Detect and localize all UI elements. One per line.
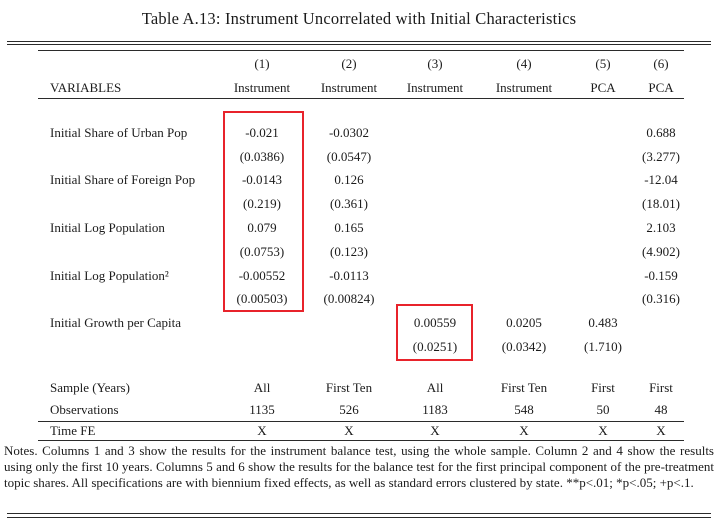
row-label xyxy=(38,145,216,169)
results-table xyxy=(38,50,684,441)
header-cell-col3: (3) xyxy=(427,56,443,72)
se-row-log-pop-sq xyxy=(38,288,684,312)
row-label: Initial Share of Foreign Pop xyxy=(50,172,196,188)
cell: X xyxy=(344,423,354,439)
cell xyxy=(480,216,568,240)
cell: (0.0753) xyxy=(239,243,285,259)
cell: 1135 xyxy=(249,402,275,418)
row-label: Observations xyxy=(50,402,119,418)
header-cell-col4: (4) xyxy=(516,56,532,72)
cell xyxy=(390,145,480,169)
cell xyxy=(480,288,568,312)
row-label: Time FE xyxy=(50,423,96,439)
coef-row-log-pop-sq xyxy=(38,264,684,288)
col6-label: PCA xyxy=(648,79,674,95)
cell: -12.04 xyxy=(644,172,678,188)
cell xyxy=(390,192,480,216)
header-labels-row xyxy=(38,78,684,99)
cell: (0.0386) xyxy=(239,148,285,164)
row-label: Sample (Years) xyxy=(50,379,130,395)
cell: First Ten xyxy=(325,379,373,395)
cell xyxy=(568,264,638,288)
cell xyxy=(480,192,568,216)
cell: All xyxy=(426,379,444,395)
header-numbers-row xyxy=(38,51,684,78)
cell xyxy=(568,169,638,193)
cell: -0.00552 xyxy=(238,267,286,283)
cell: (4.902) xyxy=(642,243,680,259)
cell: X xyxy=(257,423,267,439)
se-row-urban-pop xyxy=(38,145,684,169)
cell: -0.0302 xyxy=(328,124,370,140)
col4-label: Instrument xyxy=(495,79,553,95)
cell: (0.0251) xyxy=(412,339,458,355)
cell xyxy=(390,240,480,264)
cell: X xyxy=(430,423,440,439)
cell xyxy=(568,240,638,264)
top-double-rule xyxy=(7,41,711,46)
cell: 526 xyxy=(339,402,359,418)
cell xyxy=(480,121,568,145)
cell: 2.103 xyxy=(646,220,676,236)
sample-years-row xyxy=(38,376,684,400)
col5-label: PCA xyxy=(590,79,616,95)
highlight-box-column1-coefficients xyxy=(223,111,304,312)
variables-header: VARIABLES xyxy=(50,79,122,95)
cell: -0.021 xyxy=(245,124,279,140)
cell: First xyxy=(591,379,615,395)
cell: (0.0342) xyxy=(501,339,547,355)
cell xyxy=(480,145,568,169)
cell xyxy=(216,311,308,335)
cell: (0.316) xyxy=(642,291,680,307)
cell xyxy=(308,335,390,359)
header-cell xyxy=(38,51,216,78)
row-label: Initial Growth per Capita xyxy=(50,315,182,331)
cell: (0.0547) xyxy=(326,148,372,164)
coef-row-log-pop xyxy=(38,216,684,240)
cell: -0.159 xyxy=(644,267,678,283)
cell: (0.00503) xyxy=(236,291,288,307)
coef-row-growth xyxy=(38,311,684,335)
cell: 0.079 xyxy=(247,220,277,236)
cell xyxy=(638,311,684,335)
table-notes: Notes. Columns 1 and 3 show the results for the instrument balance test, using the whole sample. Column 2 and 4 show the results using only the first 10 years. Columns 5 and 6 show the results for the balance test for the first principal component of the pre-treatment topic shares. All specifications are with biennium fixed effects, as well as standard errors clustered by state. **p<.01; *p<.05; +p<.1. xyxy=(4,443,714,491)
coef-row-urban-pop xyxy=(38,121,684,145)
cell: (0.219) xyxy=(243,196,281,212)
cell: 0.126 xyxy=(334,172,364,188)
col2-label: Instrument xyxy=(320,79,378,95)
cell: First Ten xyxy=(500,379,548,395)
row-label xyxy=(38,240,216,264)
cell xyxy=(568,216,638,240)
cell: (0.361) xyxy=(330,196,368,212)
col1-label: Instrument xyxy=(233,79,291,95)
cell: 548 xyxy=(514,402,534,418)
cell xyxy=(568,192,638,216)
header-cell-col6: (6) xyxy=(653,56,669,72)
cell: 0.483 xyxy=(588,315,618,331)
header-cell-col2: (2) xyxy=(341,56,357,72)
header-cell-col5: (5) xyxy=(595,56,611,72)
cell: -0.0113 xyxy=(329,267,369,283)
cell xyxy=(308,311,390,335)
header-cell-col1: (1) xyxy=(254,56,270,72)
observations-row xyxy=(38,400,684,422)
cell: -0.0143 xyxy=(241,172,283,188)
cell: 1183 xyxy=(422,402,448,418)
cell: 0.0205 xyxy=(506,315,542,331)
se-row-log-pop xyxy=(38,240,684,264)
row-label: Initial Log Population² xyxy=(50,267,169,283)
time-fe-row xyxy=(38,421,684,441)
cell: X xyxy=(656,423,666,439)
cell xyxy=(390,121,480,145)
cell xyxy=(480,240,568,264)
cell: (18.01) xyxy=(642,196,680,212)
cell: 48 xyxy=(654,402,668,418)
cell xyxy=(216,335,308,359)
cell: 0.165 xyxy=(334,220,364,236)
col3-label: Instrument xyxy=(406,79,464,95)
cell xyxy=(390,169,480,193)
cell: First xyxy=(649,379,673,395)
cell: 0.00559 xyxy=(413,315,457,331)
cell: 50 xyxy=(596,402,610,418)
spacer-row xyxy=(38,359,684,376)
cell xyxy=(568,121,638,145)
cell xyxy=(568,288,638,312)
cell: X xyxy=(519,423,529,439)
row-label: Initial Share of Urban Pop xyxy=(50,124,188,140)
cell: 0.688 xyxy=(646,124,676,140)
cell xyxy=(480,264,568,288)
highlight-box-growth-coefficient xyxy=(396,304,473,361)
cell xyxy=(480,169,568,193)
cell xyxy=(638,335,684,359)
row-label xyxy=(38,192,216,216)
row-label xyxy=(38,288,216,312)
cell: (3.277) xyxy=(642,148,680,164)
coef-row-foreign-pop xyxy=(38,169,684,193)
spacer-row xyxy=(38,98,684,121)
cell: X xyxy=(598,423,608,439)
row-label xyxy=(38,335,216,359)
cell: (1.710) xyxy=(584,339,622,355)
cell xyxy=(390,216,480,240)
cell: All xyxy=(253,379,271,395)
cell xyxy=(390,264,480,288)
row-label: Initial Log Population xyxy=(50,220,165,236)
table-title: Table A.13: Instrument Uncorrelated with Initial Characteristics xyxy=(141,9,577,28)
cell xyxy=(568,145,638,169)
cell: (0.00824) xyxy=(323,291,375,307)
se-row-foreign-pop xyxy=(38,192,684,216)
bottom-double-rule xyxy=(7,513,711,518)
se-row-growth xyxy=(38,335,684,359)
cell: (0.123) xyxy=(330,243,368,259)
